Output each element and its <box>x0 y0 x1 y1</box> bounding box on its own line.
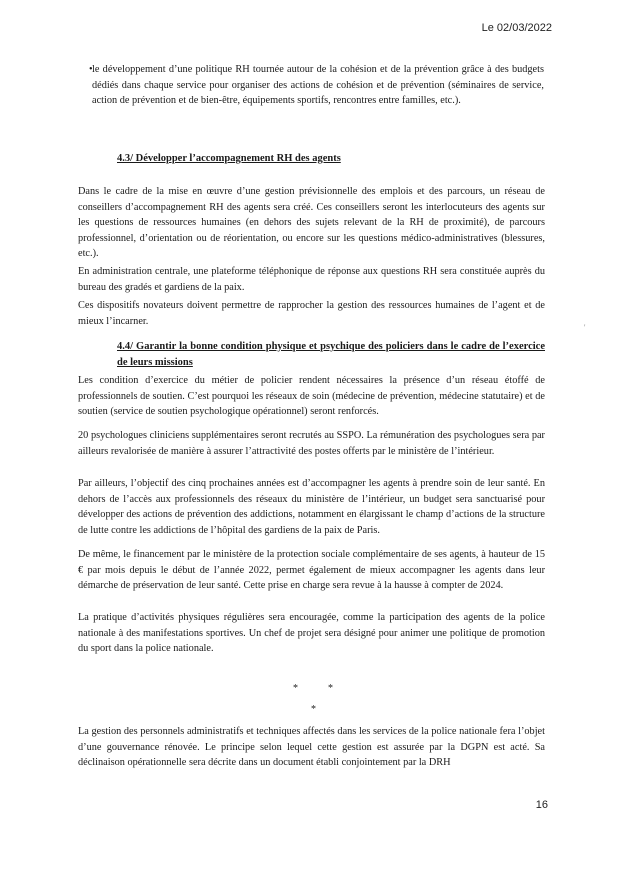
section-heading-4-3: 4.3/ Développer l’accompagnement RH des agents <box>117 153 341 164</box>
paragraph: Les condition d’exercice du métier de policier rendent nécessaires la présence d’un réseau étoffé de professionnels de soutien. C’est pourquoi les réseaux de soin (médecine de prévention, médecine statutaire) et de soutien (service de soutien psychologique opérationnel) seront renforcés. <box>78 375 545 418</box>
bullet-list-item <box>89 62 544 109</box>
paragraph: De même, le financement par le ministère de la protection sociale complémentaire de ses agents, à hauteur de 15 € par mois depuis le début de l’année 2022, permet également de mieux accompagner les agents dans leur démarche de préservation de leur santé. Cette prise en charge sera revue à la hausse à compter de 2024. <box>78 549 545 592</box>
paragraph: Dans le cadre de la mise en œuvre d’une gestion prévisionnelle des emplois et des parcours, un réseau de conseillers d’accompagnement RH des agents sera créé. Ces conseillers seront les interlocuteurs des agents sur les questions de ressources humaines (en dehors des sujets relevant de la RH de proximité), de parcours professionnel, d’orientation ou de réorientation, ou encore sur les questions médico-administratives (blessures, etc.). <box>78 186 545 260</box>
scan-mark: ' <box>584 323 586 332</box>
separator-star: * <box>311 704 316 715</box>
bullet-text: le développement d’une politique RH tournée autour de la cohésion et de la prévention grâce à des budgets dédiés dans chaque service pour organiser des actions de cohésion et de prévention (séminaires de service, action de prévention et de bien-être, équipements sportifs, rencontres entre familles, etc.). <box>92 64 544 107</box>
page-number: 16 <box>535 799 548 811</box>
separator-star: * <box>328 683 333 694</box>
document-date: Le 02/03/2022 <box>481 22 552 34</box>
paragraph: La gestion des personnels administratifs et techniques affectés dans les services de la police nationale fera l’objet d’une gouvernance rénovée. Le principe selon lequel cette gestion est assurée par la DGPN est acté. Sa déclinaison opérationnelle sera décrite dans un document établi conjointement par la DRH <box>78 726 545 769</box>
separator-star: * <box>293 683 298 694</box>
paragraph: Ces dispositifs novateurs doivent permettre de rapprocher la gestion des ressources humaines de l’agent et de mieux l’incarner. <box>78 300 545 327</box>
section-heading-4-4: 4.4/ Garantir la bonne condition physique et psychique des policiers dans le cadre de l’exercice de leurs missions <box>117 341 545 368</box>
paragraph: En administration centrale, une plateforme téléphonique de réponse aux questions RH sera constituée auprès du bureau des gradés et gardiens de la paix. <box>78 266 545 293</box>
paragraph: 20 psychologues cliniciens supplémentaires seront recrutés au SSPO. La rémunération des psychologues sera par ailleurs revalorisée de manière à assurer l’attractivité des postes offerts par le ministère de l’intérieur. <box>78 430 545 457</box>
paragraph: La pratique d’activités physiques régulières sera encouragée, comme la participation des agents de la police nationale à des manifestations sportives. Un chef de projet sera désigné pour animer une politique de promotion du sport dans la police nationale. <box>78 612 545 655</box>
bullet-icon: • <box>89 64 93 75</box>
paragraph: Par ailleurs, l’objectif des cinq prochaines années est d’accompagner les agents à prendre soin de leur santé. En dehors de l’accès aux professionnels des réseaux du ministère de l’intérieur, un budget sera sanctuarisé pour développer des actions de prévention des addictions, notamment en élargissant le champ d’actions de la structure de lutte contre les addictions de l’hôpital des gardiens de la paix de Paris. <box>78 478 545 536</box>
